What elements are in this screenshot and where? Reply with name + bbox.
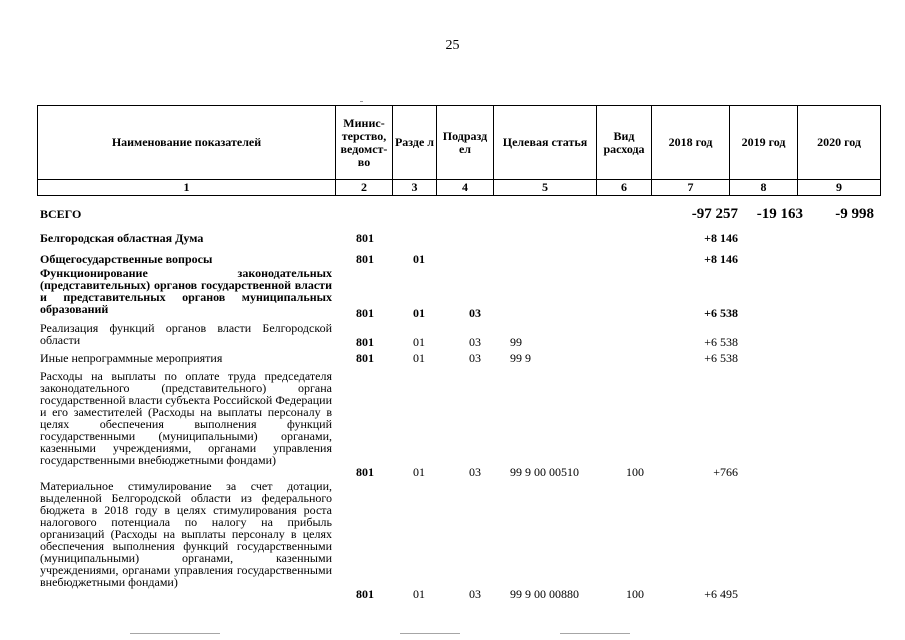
row-name: Функционирование законодательных (представительных) органов государственной власти и представительных органов муниципальных образований	[40, 266, 332, 316]
header-2020: 2020 год	[798, 106, 881, 180]
value-ministry: 801	[356, 231, 374, 245]
table-header	[37, 105, 881, 196]
header-2019: 2019 год	[730, 106, 798, 180]
row-name: Белгородская областная Дума	[40, 231, 204, 245]
col-number: 7	[652, 180, 730, 196]
col-number: 2	[336, 180, 393, 196]
value-section: 01	[413, 252, 425, 266]
row-name: Расходы на выплаты по оплате труда председателя законодательного (представительного) органа государственной власти субъекта Российской Федерации и его заместителей (Расходы на выплаты персоналу в целях обеспечения выполнения функций государственными (муниципальными) органами, казенными учреждениями, органами управления государственными внебюджетными фондами)	[40, 369, 332, 467]
value-2018: +766	[713, 465, 738, 479]
value-expense-type: 100	[626, 587, 644, 601]
value-section: 01	[413, 351, 425, 365]
value-section: 01	[413, 335, 425, 349]
scan-artifact	[560, 633, 630, 634]
row-name: ВСЕГО	[40, 207, 82, 221]
value-section: 01	[413, 306, 425, 320]
header-ministry: Минис-терство, ведомст-во	[336, 106, 393, 180]
value-subsection: 03	[469, 465, 481, 479]
value-2018: +6 495	[704, 587, 738, 601]
value-ministry: 801	[356, 306, 374, 320]
value-2018: +8 146	[704, 252, 738, 266]
row-name: Иные непрограммные мероприятия	[40, 351, 223, 365]
value-target-article: 99 9 00 00880	[510, 587, 579, 601]
value-ministry: 801	[356, 335, 374, 349]
col-number: 9	[798, 180, 881, 196]
value-expense-type: 100	[626, 465, 644, 479]
row-name: Реализация функций органов власти Белгородской области	[40, 321, 332, 347]
value-subsection: 03	[469, 306, 481, 320]
row-name: Материальное стимулирование за счет дотации, выделенной Белгородской области из федерального бюджета в 2018 году в целях стимулирования роста налогового потенциала по налогу на прибыль организаций (Расходы на выплаты персоналу в целях обеспечения выполнения функций государственными (муниципальными) органами, казенными учреждениями, органами управления государственными внебюджетными фондами)	[40, 479, 332, 589]
header-expense-type: Вид расхода	[597, 106, 652, 180]
value-2018: +8 146	[704, 231, 738, 245]
value-2018: +6 538	[704, 351, 738, 365]
value-2020: -9 998	[835, 206, 874, 222]
col-number: 3	[393, 180, 437, 196]
value-2019: -19 163	[756, 206, 803, 222]
scan-artifact	[400, 633, 460, 634]
col-number: 8	[730, 180, 798, 196]
col-number: 1	[38, 180, 336, 196]
header-subsection: Подразд ел	[437, 106, 494, 180]
scan-artifact	[360, 101, 363, 102]
header-2018: 2018 год	[652, 106, 730, 180]
value-2018: -97 257	[691, 206, 738, 222]
value-subsection: 03	[469, 587, 481, 601]
col-number: 6	[597, 180, 652, 196]
value-ministry: 801	[356, 252, 374, 266]
value-subsection: 03	[469, 335, 481, 349]
value-section: 01	[413, 465, 425, 479]
header-section: Разде л	[393, 106, 437, 180]
row-name: Общегосударственные вопросы	[40, 252, 213, 266]
header-target-article: Целевая статья	[494, 106, 597, 180]
value-subsection: 03	[469, 351, 481, 365]
value-2018: +6 538	[704, 306, 738, 320]
page-number: 25	[445, 38, 460, 53]
value-ministry: 801	[356, 587, 374, 601]
value-target-article: 99 9 00 00510	[510, 465, 579, 479]
col-number: 5	[494, 180, 597, 196]
value-ministry: 801	[356, 465, 374, 479]
value-section: 01	[413, 587, 425, 601]
value-ministry: 801	[356, 351, 374, 365]
col-number: 4	[437, 180, 494, 196]
header-name: Наименование показателей	[38, 106, 336, 180]
scan-artifact	[130, 633, 220, 634]
value-target-article: 99	[510, 335, 522, 349]
value-target-article: 99 9	[510, 351, 531, 365]
value-2018: +6 538	[704, 335, 738, 349]
